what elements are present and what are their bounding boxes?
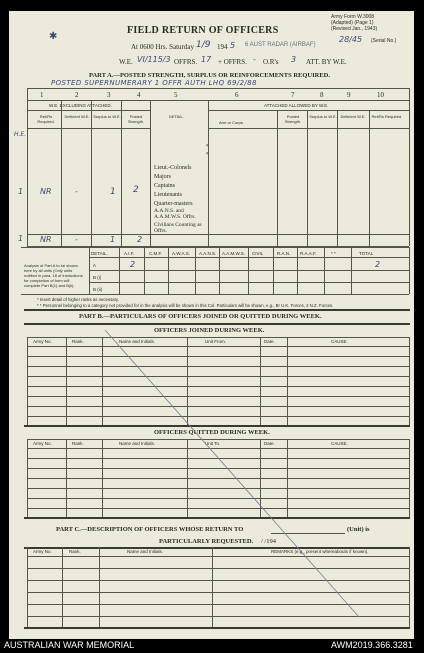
part-c-title: PART C.—DESCRIPTION OF OFFICERS WHOSE RETURN TO	[56, 526, 244, 533]
serial-value: 28/45	[339, 35, 363, 44]
part-c-date-blank: / /194	[261, 538, 276, 545]
ors-label: O.R's	[263, 58, 279, 66]
col-header: Deficient W.E.	[64, 114, 90, 119]
quitted-col: Rank.	[72, 441, 84, 446]
rank-label: Civilians Counting as Offrs.	[154, 222, 202, 234]
col-header: Ret/Rs Required.	[371, 114, 403, 119]
analysis-aif-value: 2	[130, 260, 136, 269]
rank-label: Quarter-masters	[154, 201, 193, 207]
total-reinf-required: NR	[40, 235, 52, 244]
analysis-footnote: * Insert detail of higher ranks as necessary.	[37, 297, 120, 302]
analysis-note: Analysis of Part A to be shown here by all units (Only units notified in para. 18 of instructions for completion of form will complete Part B(1) and B(ii).	[24, 263, 83, 288]
part-a-title: PART A.—POSTED STRENGTH, SURPLUS OR REINFORCEMENTS REQUIRED.	[89, 72, 330, 79]
offrs-label: OFFRS.	[174, 58, 198, 66]
footer-right: AWM2019.366.3281	[331, 640, 413, 650]
col-header: Surplus to W.E.	[309, 114, 337, 119]
date-handwritten: 1/9	[196, 40, 211, 50]
form-ref-line: (Revised Jan., 1943)	[331, 26, 378, 32]
margin-mark: 1	[18, 234, 24, 243]
att-label: ATT. BY W.E.	[306, 58, 347, 66]
part-a-handwritten-note: POSTED SUPERNUMERARY 1 OFFR AUTH LHQ 69/2/88	[51, 79, 257, 87]
year-handwritten: 5	[230, 41, 236, 50]
footer-left: AUSTRALIAN WAR MEMORIAL	[4, 640, 135, 650]
quitted-col: Name and Initials.	[119, 441, 156, 446]
analysis-row-label: B (i)	[93, 275, 102, 280]
analysis-col: * *	[331, 251, 336, 256]
plus-offrs-label: + OFFRS.	[218, 58, 247, 66]
col-number: 10	[377, 91, 384, 99]
joined-col: Rank.	[72, 339, 84, 344]
quitted-title: OFFICERS QUITTED DURING WEEK.	[154, 429, 270, 436]
asterisk-mark: *	[206, 152, 209, 158]
form-page	[9, 11, 414, 639]
total-surplus: 1	[110, 235, 116, 244]
analysis-col: A.W.A.S.	[172, 251, 191, 256]
quitted-col: Unit To.	[205, 441, 221, 446]
col-header: Ret/Rs Required.	[37, 114, 55, 124]
form-ref-line: Army Form W.3008	[331, 14, 375, 20]
analysis-detail-label: DETAIL.	[91, 251, 108, 256]
col-number: 5	[174, 91, 178, 99]
analysis-col: R.A.A.F.	[300, 251, 317, 256]
offrs-value: 17	[201, 55, 212, 64]
we-value: VI/115/3	[137, 55, 171, 64]
analysis-col: TOTAL	[359, 251, 374, 256]
joined-col: CAUSE.	[331, 339, 348, 344]
analysis-footnote: * * Personnel belonging to a category not provided for in the analysis will be shown in this Col. Particulars will be shown, e.g., Br U.K. Forces, 2 N.Z. Forces.	[37, 303, 334, 308]
rank-label: A.A.N.S. and A.A.M.W.S. Offrs.	[154, 208, 196, 220]
archive-footer	[0, 639, 424, 653]
strike-through-line	[9, 11, 414, 639]
quitted-col: CAUSE.	[331, 441, 348, 446]
part-b-title: PART B.—PARTICULARS OF OFFICERS JOINED OR QUITTED DURING WEEK.	[79, 313, 322, 320]
col-header: Posted Strength.	[284, 114, 302, 124]
we-excluding-header: W.E. EXCLUDING ATTACHED.	[49, 103, 112, 108]
col-header: Surplus to W.E.	[93, 114, 121, 119]
analysis-col: A.A.N.S.	[199, 251, 217, 256]
joined-col: Date.	[264, 339, 275, 344]
analysis-col: A.A.M.W.S.	[222, 251, 246, 256]
ors-value: 3	[291, 55, 297, 64]
quitted-col: Army No.	[33, 441, 52, 446]
total-deficient: -	[75, 235, 78, 244]
part-c-particularly: PARTICULARLY REQUESTED.	[159, 538, 254, 545]
col-header: Posted Strength.	[127, 114, 145, 124]
rank-label: Lieutenants	[154, 192, 182, 198]
part-c-unit-is: (Unit) is	[347, 526, 370, 533]
deficient-entry: -	[75, 187, 78, 196]
detail-header: DETAIL.	[169, 114, 184, 119]
at-line: At 0600 Hrs. Saturday	[131, 43, 194, 51]
surplus-entry: 1	[110, 187, 116, 197]
reinf-required-entry: NR	[40, 187, 52, 196]
col-number: 3	[107, 91, 111, 99]
total-posted: 2	[137, 235, 143, 244]
rank-label: Captains	[154, 183, 175, 189]
part-c-col: Army No.	[33, 549, 52, 554]
attached-header: ATTACHED ALLOWED BY W.E.	[264, 103, 329, 108]
col-header: Deficient W.E.	[340, 114, 366, 119]
analysis-row-label: A	[93, 263, 97, 268]
joined-col: Name and Initials.	[119, 339, 156, 344]
joined-col: Unit From.	[205, 339, 227, 344]
analysis-col: CIVIL	[252, 251, 264, 256]
joined-title: OFFICERS JOINED DURING WEEK.	[154, 327, 265, 334]
col-number: 2	[75, 91, 79, 99]
joined-col: Army No.	[33, 339, 52, 344]
plus-offrs-value: -	[253, 55, 256, 64]
col-number: 1	[40, 91, 44, 99]
analysis-total-value: 2	[375, 260, 381, 269]
col-number: 6	[235, 91, 239, 99]
serial-label: (Serial No.)	[371, 38, 397, 44]
rank-label: Lieut.-Colonels	[154, 165, 192, 171]
asterisk-mark: *	[206, 144, 209, 150]
col-number: 8	[320, 91, 324, 99]
col-number: 7	[291, 91, 295, 99]
quitted-col: Date.	[264, 441, 275, 446]
margin-mark: ✱	[49, 31, 58, 42]
col-number: 4	[137, 91, 141, 99]
analysis-row-label: B (ii)	[93, 287, 103, 292]
col-number: 9	[347, 91, 351, 99]
posted-entry: 2	[133, 185, 139, 195]
col-header: Arm or Corps.	[219, 120, 244, 125]
margin-mark: 1	[18, 187, 24, 196]
analysis-col: C.M.F.	[149, 251, 162, 256]
analysis-col: A.I.F.	[124, 251, 135, 256]
rank-label: Majors	[154, 174, 171, 180]
page-title: FIELD RETURN OF OFFICERS	[127, 25, 279, 36]
we-label: W.E.	[119, 58, 133, 66]
analysis-col: R.A.N.	[277, 251, 291, 256]
part-c-col: Rank.	[69, 549, 81, 554]
margin-mark: H.E.	[14, 131, 27, 138]
part-c-col: Name and Initials.	[127, 549, 164, 554]
unit-stamp: 6 AUST RADAR (AIRBAF)	[245, 42, 316, 48]
year-printed: 194	[217, 43, 228, 51]
part-c-col: REMARKS (e.g., present whereabouts if known).	[271, 549, 369, 554]
form-ref-line: (Adapted) (Page 1)	[331, 20, 374, 26]
